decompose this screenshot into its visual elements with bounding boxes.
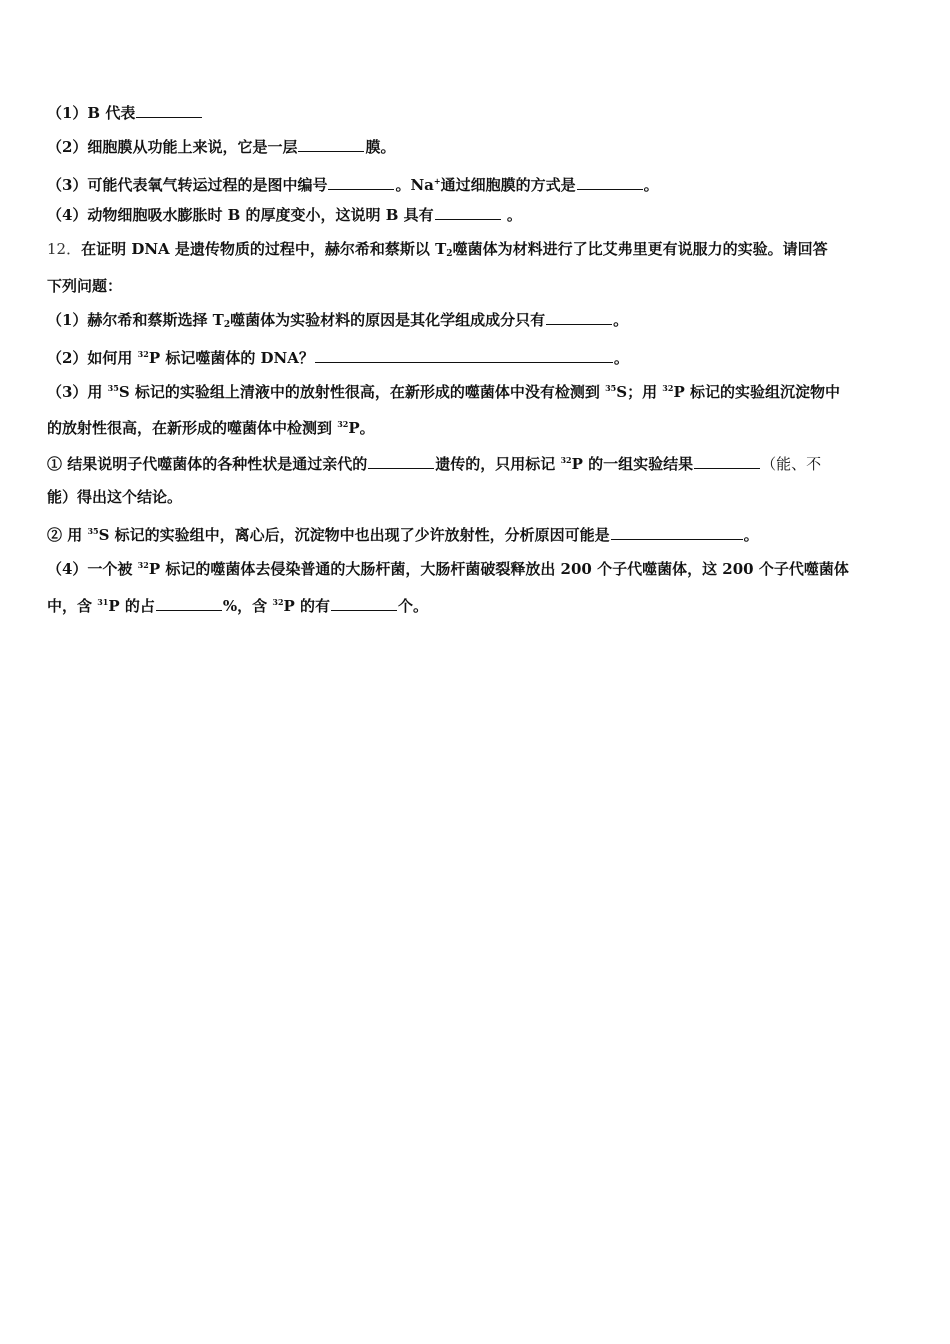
q12-sub2-text: ② 用 <box>47 526 88 544</box>
superscript: 32 <box>137 349 149 359</box>
q12-sub2-text-b: S 标记的实验组中，离心后，沉淀物中也出现了少许放射性，分析原因可能是 <box>98 526 610 544</box>
q12-part1-end: 。 <box>613 311 629 329</box>
q12-part4-text: （4）一个被 <box>47 560 138 578</box>
q12-stem-cont <box>47 276 122 296</box>
answer-blank[interactable] <box>611 525 743 540</box>
q12-part1 <box>47 310 628 335</box>
q12-part4-text-d: P 的占 <box>108 597 155 615</box>
superscript: 35 <box>107 383 119 393</box>
q12-sub1-cont <box>47 487 182 507</box>
superscript: 32 <box>137 560 149 570</box>
q12-stem-text-c: 下列问题： <box>47 277 123 295</box>
q12-part3-text-b: S 标记的实验组上清液中的放射性很高，在新形成的噬菌体中没有检测到 <box>118 383 606 401</box>
superscript: 31 <box>97 597 109 607</box>
q11-part2 <box>47 137 395 157</box>
q12-stem-text: 在证明 DNA 是遗传物质的过程中，赫尔希和蔡斯以 T <box>81 240 447 258</box>
q12-part3 <box>47 378 840 402</box>
q12-sub1 <box>47 450 821 474</box>
subscript: 2 <box>223 320 231 330</box>
q12-part4 <box>47 555 849 579</box>
answer-blank[interactable] <box>315 348 613 363</box>
q11-part3 <box>47 171 659 195</box>
q12-stem <box>47 239 828 264</box>
q12-stem-text-b: 噬菌体为材料进行了比艾弗里更有说服力的实验。请回答 <box>452 240 828 258</box>
q12-part3-text: （3）用 <box>47 383 108 401</box>
answer-blank[interactable] <box>328 175 394 190</box>
q12-part3-text-d: P 标记的实验组沉淀物中 <box>673 383 840 401</box>
q11-part3-text-c: 通过细胞膜的方式是 <box>440 176 576 194</box>
q12-part4-text-c: 中，含 <box>47 597 98 615</box>
superscript: + <box>433 176 441 186</box>
q11-part3-text-b: 。Na <box>395 176 434 194</box>
q12-part3-text-c: S；用 <box>616 383 663 401</box>
answer-blank[interactable] <box>136 103 202 118</box>
q12-part4-end: 个。 <box>398 597 429 615</box>
superscript: 32 <box>337 419 349 429</box>
question-number: 12． <box>47 240 82 258</box>
answer-blank[interactable] <box>577 175 643 190</box>
answer-blank[interactable] <box>694 454 760 469</box>
answer-blank[interactable] <box>156 596 222 611</box>
answer-blank[interactable] <box>546 310 612 325</box>
q11-part1-text: （1）B 代表 <box>47 104 136 122</box>
q12-part2-text: （2）如何用 <box>47 349 138 367</box>
q12-part3-text-f: P。 <box>348 419 375 437</box>
q12-sub1-text-d: （能、不 <box>761 455 822 473</box>
q12-sub2-end: 。 <box>743 526 759 544</box>
q12-sub1-text-b: 遗传的，只用标记 <box>435 455 561 473</box>
answer-blank[interactable] <box>331 596 397 611</box>
q12-part1-text-b: 噬菌体为实验材料的原因是其化学组成成分只有 <box>230 311 546 329</box>
q12-part2 <box>47 344 629 368</box>
superscript: 32 <box>560 455 572 465</box>
superscript: 32 <box>662 383 674 393</box>
q12-sub1-text-e: 能）得出这个结论。 <box>47 488 183 506</box>
answer-blank[interactable] <box>368 454 434 469</box>
q12-part1-text: （1）赫尔希和蔡斯选择 T <box>47 311 224 329</box>
subscript: 2 <box>446 249 453 259</box>
q11-part2-text: （2）细胞膜从功能上来说，它是一层 <box>47 138 298 156</box>
q12-part4-text-b: P 标记的噬菌体去侵染普通的大肠杆菌，大肠杆菌破裂释放出 200 个子代噬菌体，这 200 个子代噬菌体 <box>148 560 849 578</box>
q11-part3-text: （3）可能代表氧气转运过程的是图中编号 <box>47 176 328 194</box>
superscript: 35 <box>605 383 617 393</box>
q11-part3-end: 。 <box>643 176 659 194</box>
q12-part3-cont <box>47 414 375 438</box>
superscript: 35 <box>87 526 99 536</box>
answer-blank[interactable] <box>435 205 501 220</box>
q11-part4-end: 。 <box>501 206 522 224</box>
q12-sub1-text-c: P 的一组实验结果 <box>571 455 694 473</box>
q11-part1 <box>47 103 203 123</box>
q12-sub1-text: ① 结果说明子代噬菌体的各种性状是通过亲代的 <box>47 455 368 473</box>
q12-part2-text-b: P 标记噬菌体的 DNA？ <box>148 349 314 367</box>
q12-part3-text-e: 的放射性很高，在新形成的噬菌体中检测到 <box>47 419 338 437</box>
q12-sub2 <box>47 521 759 545</box>
q12-part4-text-f: P 的有 <box>283 597 331 615</box>
superscript: 32 <box>272 597 284 607</box>
q11-part2-end: 膜。 <box>365 138 396 156</box>
q11-part4 <box>47 205 522 225</box>
answer-blank[interactable] <box>298 137 364 152</box>
q11-part4-text: （4）动物细胞吸水膨胀时 B 的厚度变小，这说明 B 具有 <box>47 206 434 224</box>
q12-part4-text-e: %，含 <box>222 597 273 615</box>
q12-part2-end: 。 <box>613 349 629 367</box>
q12-part4-cont <box>47 592 428 616</box>
